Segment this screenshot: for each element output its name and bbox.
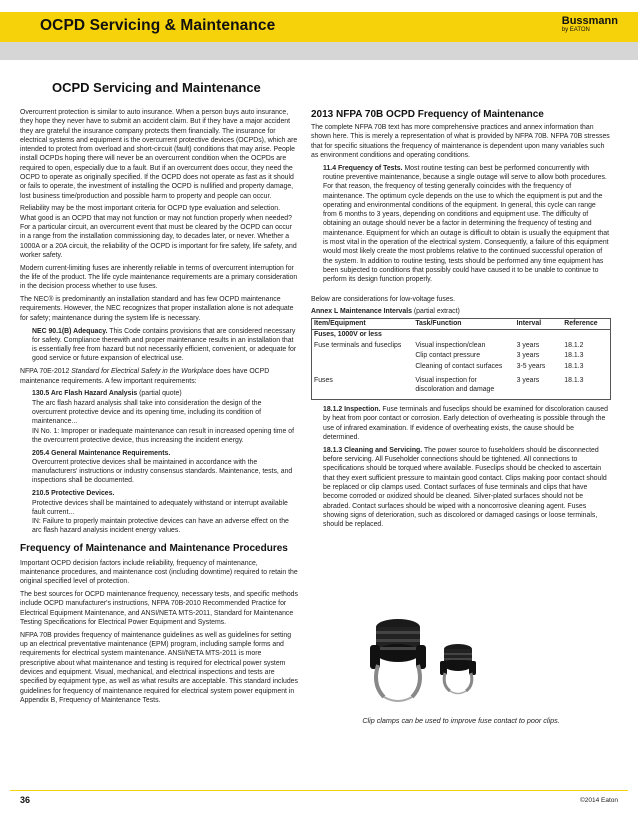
table-cell: 18.1.3: [564, 377, 584, 385]
nfpa-intro: [20, 367, 298, 386]
table-cell: Cleaning of contact surfaces: [415, 362, 503, 370]
nfpa-a: NFPA 70E-2012: [20, 368, 72, 376]
clip-clamp-photo: [350, 605, 570, 717]
s1813-text: The power source to fuseholders should be disconnected before servicing. All Fuseholder connections should be tightened. All connections to specifications should be torqued where available. Fuseclips should be checked to ascertain that they exert sufficient pressure to maintain good contact. Clips making poor contact should be replaced or clip clamps used. Contact surfaces of fuse terminals and clips that have become corroded or oxidized should be cleaned. Silver-plated surfaces should not be abraded. Contact surfaces should be wiped with a noncorrosive cleaning agent. Fuses showing signs of deterioration, such as discolored or damaged casings or loose terminals, should be replaced.: [323, 446, 607, 529]
table-subheader: Fuses, 1000V or less: [314, 331, 382, 339]
right-column: [311, 108, 611, 533]
s1812-title: 18.1.2 Inspection.: [323, 406, 381, 414]
table-cell: Visual inspection/clean: [415, 341, 486, 349]
maintenance-table: [311, 318, 611, 401]
copyright: ©2014 Eaton: [579, 797, 618, 804]
header-bar: [0, 12, 638, 42]
col-header-item: Item/Equipment: [312, 319, 413, 330]
s1813-title: 18.1.3 Cleaning and Servicing.: [323, 446, 423, 454]
table-cell: 18.1.3: [564, 362, 584, 370]
table-row: [312, 372, 610, 395]
large-clip-clamp-icon: [370, 619, 426, 701]
s2105-title: 210.5 Protective Devices.: [32, 490, 115, 498]
table-header-row: [312, 319, 610, 330]
nec-text: This Code contains provisions that are considered necessary for safety. Compliance therewith and proper maintenance results in an installation that is essentially free from hazard but not necessarily efficient, convenient, or adequate for good service or future expansion of electrical use.: [32, 327, 297, 363]
table-cell: Visual inspection for discoloration and damage: [415, 377, 495, 393]
paragraph: The best sources for OCPD maintenance frequency, necessary tests, and specific methods include OCPD manufacturer's instructions, NFPA 70B-2010 Recommended Practice for Electrical Equipment Maintenance, and ANSI/NETA MTS-2011, Standard for Maintenance Testing Specifications for Electrical Power Equipment and Systems.: [20, 591, 298, 627]
table-cell: Clip contact pressure: [415, 352, 481, 360]
table-cell: [312, 351, 413, 362]
table-row: [312, 341, 610, 352]
paragraph: Modern current-limiting fuses are inherently reliable in terms of overcurrent interruption for the life of the product. The life cycle maintenance requirements are a primary consideration in the decision process whether to use fuses.: [20, 264, 298, 291]
s2054-title: 205.4 General Maintenance Requirements.: [32, 449, 171, 457]
photo-caption: Clip clamps can be used to improve fuse contact to poor clips.: [362, 716, 560, 725]
nec-title: NEC 90.1(B) Adequacy.: [32, 327, 108, 335]
s114-title: 11.4 Frequency of Tests.: [323, 164, 403, 172]
table-subheader-row: [312, 330, 610, 341]
table-cell: 3 years: [516, 377, 540, 385]
brand-name: Bussmann: [561, 15, 618, 27]
s1813-block: [311, 446, 611, 530]
col-header-reference: Reference: [562, 319, 610, 330]
table-title-text: Annex L Maintenance Intervals: [311, 308, 412, 316]
table-row: [312, 362, 610, 373]
paragraph: Important OCPD decision factors include reliability, frequency of maintenance, maintenance procedures, and maintenance cost (including downtime) required to retain the original specified level of protection.: [20, 559, 298, 586]
table-cell: 3 years: [516, 341, 540, 349]
brand-logo: [562, 15, 618, 33]
grey-band-notch: [0, 60, 638, 76]
s114-text: Most routine testing can best be performed concurrently with routine preventive maintenance, because a single outage will serve to allow both procedures. For that reason, the frequency of testing generally coincides with the frequency of maintenance. The optimum cycle depends on the use to which the equipment is put and the operating and environmental conditions of the equipment. In general, this cycle can range from 6 months to 3 years, depending on conditions and equipment use. The difficulty of obtaining an outage should never be a factor in determining the frequency of testing and maintenance. Equipment for which an outage is difficult to obtain is usually the equipment that is most vital in the operation of the electrical system. Consequently, a failure of this equipment would most likely create the most problems relative to the continued successful operation of the system. In addition to routine testing, tests should be performed any time equipment has been subjected to conditions that possibly could have caused it to be unable to continue to perform its design function properly.: [323, 164, 610, 284]
table-cell: [312, 362, 413, 373]
s1305-text: The arc flash hazard analysis shall take into consideration the design of the overcurrent protective device and its opening time, including its condition of maintenance...: [32, 399, 262, 426]
s1305-in: IN No. 1: Improper or inadequate maintenance can result in increased opening time of the overcurrent protective device, thus increasing the incident energy.: [32, 427, 294, 444]
s1305-title: 130.5 Arc Flash Hazard Analysis: [32, 390, 138, 398]
table-title: [311, 307, 611, 316]
maintenance-table-grid: [312, 319, 610, 396]
table-cell: 18.1.3: [564, 352, 584, 360]
col-header-interval: Interval: [515, 319, 563, 330]
below-note: Below are considerations for low-voltage fuses.: [311, 295, 456, 303]
small-clip-clamp-icon: [440, 644, 476, 694]
s114-block: [311, 164, 611, 285]
table-title-note: (partial extract): [411, 308, 460, 316]
page-number: 36: [20, 795, 31, 805]
table-cell: 3 years: [516, 352, 540, 360]
nfpa-requirements: [20, 389, 298, 535]
paragraph: Overcurrent protection is similar to auto insurance. When a person buys auto insurance, they hope they never have to submit an accident claim. But if they have a major accident they are grateful the insurance company protects them financially. The insurance for electrical systems and equipment is the overcurrent protective devices (OCPDs), which are intended to protect from overload and short-circuit (fault) conditions that may arise. People install OCPDs hoping there will never be an overcurrent condition when the OCPDs are required to open, especially due to a fault. But if an overcurrent does occur, they need the OCPD to operate as originally specified. If the OCPD does not operate as fast as it should or fails to operate, the investment of installing the OCPD is nullified and property damage, lost business time/production and possible harm to property and people can occur.: [20, 109, 298, 200]
brand-sub: by EATON: [561, 27, 590, 33]
paragraph: NFPA 70B provides frequency of maintenance guidelines as well as guidelines for setting up an electrical preventative maintenance (EPM) program, including sample forms and requirements for electrical system maintenance. ANSI/NETA MTS-2011 is more prescriptive about what maintenance and testing is required for electrical power system devices and equipment. Visual, mechanical, and electrical inspections and tests are specified by equipment type, as well as what results are acceptable. This standard includes guidelines for frequency of maintenance required for electrical system power equipment in Appendix B, Frequency of Maintenance Tests.: [20, 631, 298, 704]
table-cell: Fuse terminals and fuseclips: [314, 341, 402, 349]
nfpa-c: does have OCPD maintenance requirements. A few important requirements:: [20, 368, 270, 385]
s1305-heading: [32, 389, 298, 398]
s1812-text: Fuse terminals and fuseclips should be examined for discoloration caused by heat from poor contact or corrosion. Early detection of overheating is possible through the use of infrared examination. If evidence of overheating exists, the cause should be determined.: [323, 406, 608, 442]
paragraph: Reliability may be the most important criteria for OCPD type evaluation and selection. What good is an OCPD that may not function or may not function properly when needed? For a particular circuit, an overcurrent event that must be cleared by the OCPD can occur in a range from the installation commissioning day, to decades later, or never. Whether a 1000A or a 20A circuit, the reliability of the OCPD is important for fire safety, life safety, and worker safety.: [20, 205, 297, 259]
section-title: OCPD Servicing and Maintenance: [52, 80, 261, 95]
s1305-note: (partial quote): [137, 390, 182, 398]
nfpa-standard-name: Standard for Electrical Safety in the Workplace: [71, 368, 214, 376]
table-row: [312, 351, 610, 362]
col-header-task: Task/Function: [413, 319, 514, 330]
s1812-block: [311, 405, 611, 442]
paragraph: The complete NFPA 70B text has more comprehensive practices and annex information than shown here. This is merely a representation of what is provided by NFPA 70B. NFPA 70B stresses that for specific situations the frequency of maintenance is dependent upon many variables such as environment conditions and operating conditions.: [311, 124, 610, 159]
nec-quote: [20, 327, 298, 364]
table-cell: 3-5 years: [516, 362, 546, 370]
footer-rule: [10, 790, 628, 791]
paragraph: The NEC® is predominantly an installation standard and has few OCPD maintenance requirements. However, the NEC recognizes that proper installation alone is not adequate for safety; maintenance during the system life is necessary.: [20, 296, 294, 322]
table-cell: 18.1.2: [564, 341, 584, 349]
left-column: [20, 108, 298, 709]
frequency-heading: Frequency of Maintenance and Maintenance Procedures: [20, 542, 288, 554]
nfpa70b-heading: 2013 NFPA 70B OCPD Frequency of Maintenance: [311, 109, 544, 120]
table-cell: Fuses: [314, 377, 333, 385]
header-title: OCPD Servicing & Maintenance: [40, 17, 276, 34]
s2105-in: IN: Failure to properly maintain protective devices can have an adverse effect on the arc flash hazard analysis incident energy values.: [32, 518, 289, 535]
s2054-text: Overcurrent protective devices shall be maintained in accordance with the manufacturers' instructions or industry consensus standards. Maintenance, tests, and inspections shall be documented.: [32, 458, 293, 485]
s2105-text: Protective devices shall be maintained to adequately withstand or interrupt available fault current...: [32, 499, 288, 516]
